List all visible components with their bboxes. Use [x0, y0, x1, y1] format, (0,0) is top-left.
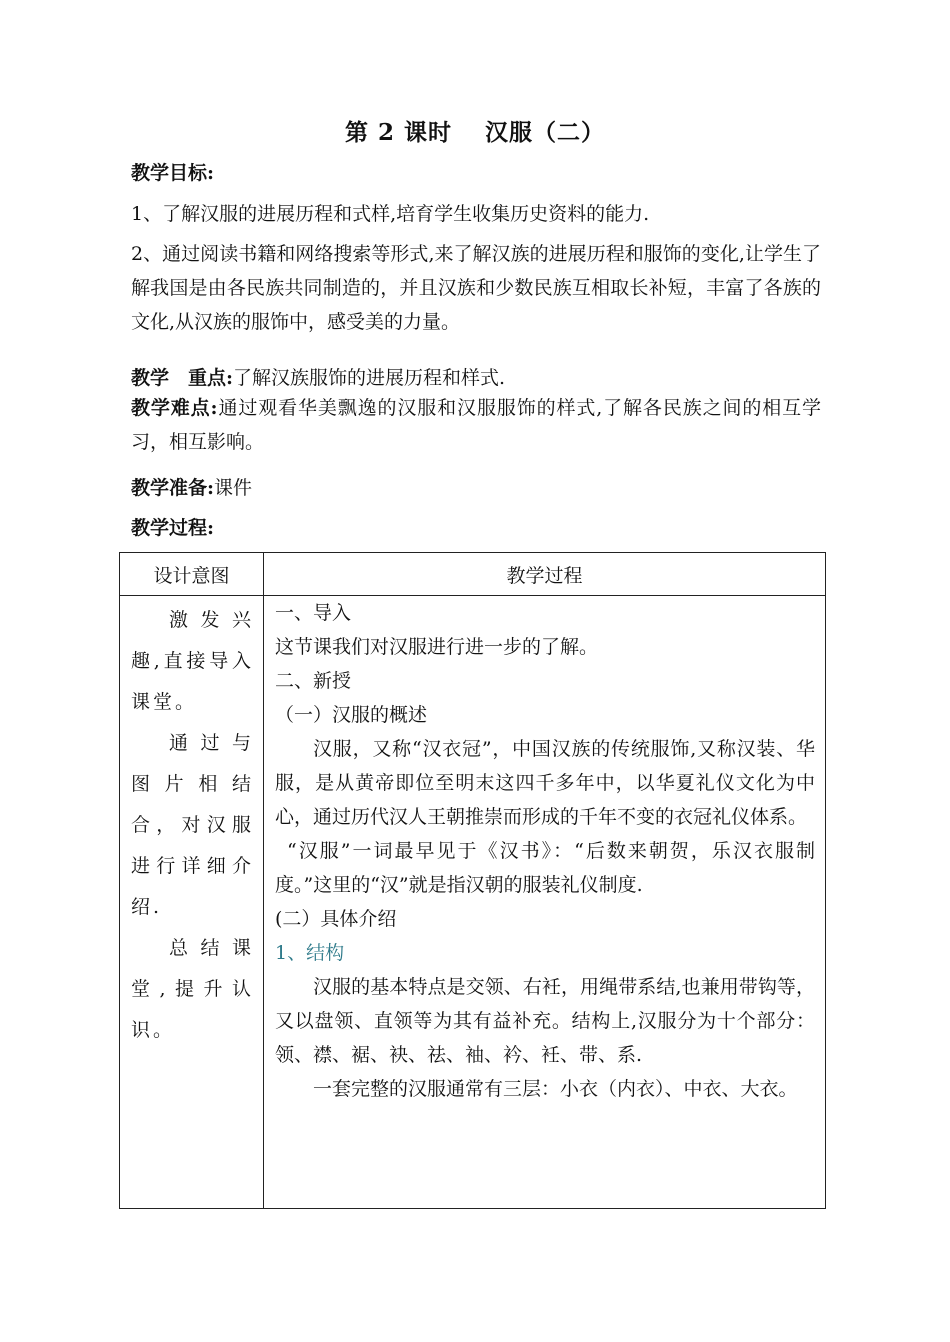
- header-intent: 设计意图: [120, 553, 264, 596]
- prep-label: 教学准备:: [131, 477, 215, 499]
- overview-paragraph-2: “汉服”一词最早见于《汉书》：“后数来朝贺，乐汉衣服制度。”这里的“汉”就是指汉朝的服装礼仪制度.: [275, 840, 815, 896]
- prep-line: [131, 476, 821, 500]
- intent-2: 通过与图片相结合，对汉服进行详细介绍.: [131, 732, 254, 918]
- process-cell: [264, 596, 826, 1209]
- page-title: 第 2 课时 汉服（二）: [344, 119, 606, 146]
- goal-2: 2、通过阅读书籍和网络搜索等形式,来了解汉族的进展历程和服饰的变化,让学生了解我国是由各民族共同制造的，并且汉族和少数民族互相取长补短，丰富了各族的文化,从汉族的服饰中，感受美的力量。: [131, 243, 821, 333]
- intent-3: 总结课堂,提升认识。: [131, 937, 254, 1041]
- process-heading: 教学过程:: [131, 517, 215, 539]
- intent-cell: [120, 596, 264, 1209]
- goals-heading: 教学目标:: [131, 162, 215, 184]
- subsection-overview: （一）汉服的概述: [275, 704, 428, 726]
- focus-line: [131, 366, 821, 390]
- section-2-title: 二、新授: [275, 670, 352, 692]
- layers-paragraph: 一套完整的汉服通常有三层：小衣（内衣）、中衣、大衣。: [313, 1078, 798, 1100]
- difficulty-label: 教学难点:: [131, 397, 218, 419]
- structure-heading: 1、结构: [275, 942, 345, 964]
- structure-paragraph: 汉服的基本特点是交领、右衽，用绳带系结,也兼用带钩等，又以盘领、直领等为其有益补充。结构上,汉服分为十个部分：领、襟、裾、袂、祛、袖、衿、衽、带、系.: [275, 976, 815, 1066]
- focus-label: 教学 重点:: [131, 367, 234, 389]
- section-1-title: 一、导入: [275, 602, 352, 624]
- goal-1: 1、了解汉服的进展历程和式样,培育学生收集历史资料的能力.: [131, 203, 650, 225]
- intent-1: 激发兴趣,直接导入课堂。: [131, 609, 254, 713]
- focus-text: 了解汉族服饰的进展历程和样式.: [233, 367, 506, 389]
- section-1-text: 这节课我们对汉服进行进一步的了解。: [275, 636, 599, 658]
- table-body-row: [120, 596, 826, 1209]
- process-table: [119, 552, 826, 1209]
- subsection-details: (二）具体介绍: [275, 908, 397, 930]
- overview-paragraph-1: 汉服，又称“汉衣冠”，中国汉族的传统服饰,又称汉装、华服，是从黄帝即位至明末这四千多年中，以华夏礼仪文化为中心，通过历代汉人王朝推崇而形成的千年不变的衣冠礼仪体系。: [275, 738, 815, 828]
- difficulty-text: 通过观看华美飘逸的汉服和汉服服饰的样式,了解各民族之间的相互学习，相互影响。: [131, 397, 822, 453]
- difficulty-line: [131, 391, 821, 459]
- header-process: 教学过程: [264, 553, 826, 596]
- prep-text: 课件: [214, 477, 253, 499]
- table-header-row: [120, 553, 826, 596]
